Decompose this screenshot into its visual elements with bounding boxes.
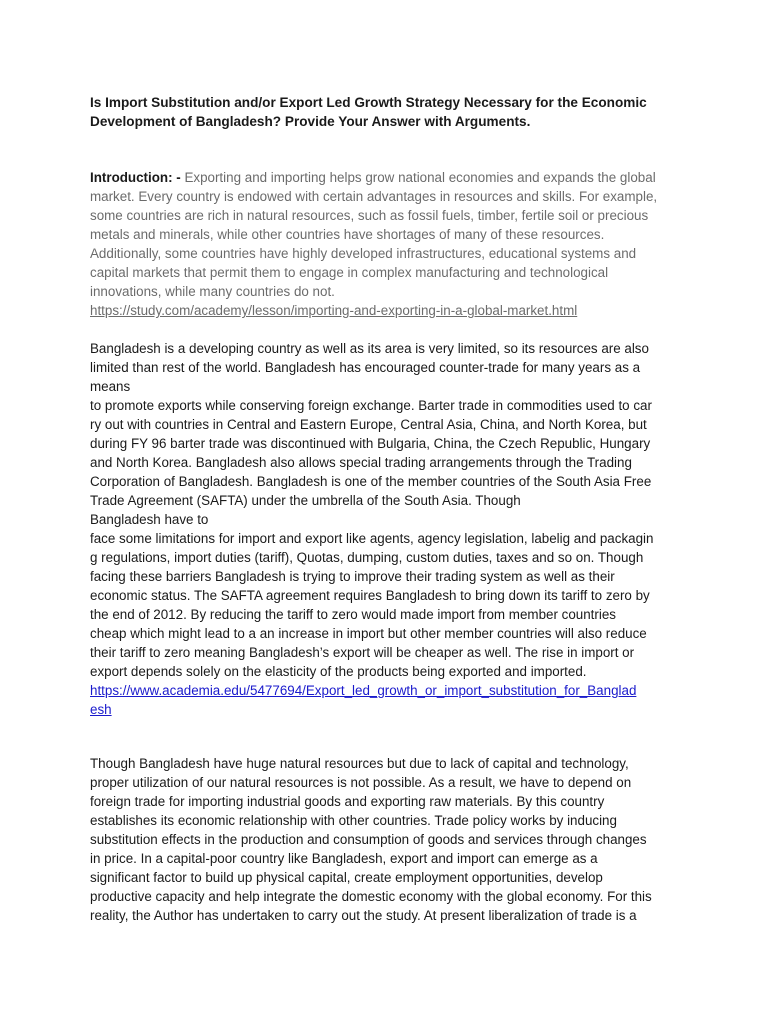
- intro-line: capital markets that permit them to engage in complex manufacturing and technological: [90, 265, 609, 280]
- paragraph-line: establishes its economic relationship with other countries. Trade policy works by inducing: [90, 813, 617, 828]
- paragraph-line: significant factor to build up physical capital, create employment opportunities, develop: [90, 870, 603, 885]
- paragraph-line: proper utilization of our natural resources is not possible. As a result, we have to depend on: [90, 775, 632, 790]
- paragraph-line: to promote exports while conserving foreign exchange. Barter trade in commodities used to car: [90, 398, 652, 413]
- academia-link[interactable]: https://www.academia.edu/5477694/Export_led_growth_or_import_substitution_for_Banglad: [90, 683, 637, 698]
- paragraph-line: ry out with countries in Central and Eastern Europe, Central Asia, China, and North Korea, but: [90, 417, 647, 432]
- paragraph-line: productive capacity and help integrate the domestic economy with the global economy. For this: [90, 889, 652, 904]
- paragraph-line: substitution effects in the production and consumption of goods and services through changes: [90, 832, 647, 847]
- paragraph-line: export depends solely on the elasticity of the products being exported and imported.: [90, 664, 587, 679]
- intro-text: Exporting and importing helps grow national economies and expands the global: [180, 170, 656, 185]
- paragraph-line: limited than rest of the world. Bangladesh has encouraged counter-trade for many years as a: [90, 360, 641, 375]
- resources-paragraph: [90, 754, 680, 925]
- paragraph-line: face some limitations for import and export like agents, agency legislation, labelig and packagin: [90, 531, 654, 546]
- paragraph-line: foreign trade for importing industrial goods and exporting raw materials. By this country: [90, 794, 605, 809]
- intro-line: innovations, while many countries do not.: [90, 284, 335, 299]
- bangladesh-trade-paragraph: [90, 339, 680, 719]
- title-line: Is Import Substitution and/or Export Led Growth Strategy Necessary for the Economic: [90, 95, 647, 110]
- intro-first-line: [90, 168, 680, 187]
- paragraph-line: and North Korea. Bangladesh also allows special trading arrangements through the Trading: [90, 455, 632, 470]
- paragraph-line: the end of 2012. By reducing the tariff to zero would made import from member countries: [90, 607, 616, 622]
- paragraph-line: Bangladesh is a developing country as well as its area is very limited, so its resources are also: [90, 341, 649, 356]
- intro-line: some countries are rich in natural resources, such as fossil fuels, timber, fertile soil or precious: [90, 208, 649, 223]
- paragraph-line: Trade Agreement (SAFTA) under the umbrella of the South Asia. Though: [90, 493, 521, 508]
- paragraph-line: during FY 96 barter trade was discontinued with Bulgaria, China, the Czech Republic, Hungary: [90, 436, 651, 451]
- paragraph-line: Though Bangladesh have huge natural resources but due to lack of capital and technology,: [90, 756, 629, 771]
- document-title: [90, 93, 680, 131]
- paragraph-line: Corporation of Bangladesh. Bangladesh is one of the member countries of the South Asia Free: [90, 474, 652, 489]
- paragraph-line: facing these barriers Bangladesh is trying to improve their trading system as well as their: [90, 569, 615, 584]
- introduction-paragraph: [90, 168, 680, 320]
- paragraph-line: cheap which might lead to a an increase in import but other member countries will also reduce: [90, 626, 647, 641]
- paragraph-line: economic status. The SAFTA agreement requires Bangladesh to bring down its tariff to zero by: [90, 588, 650, 603]
- paragraph-line: in price. In a capital-poor country like Bangladesh, export and import can emerge as a: [90, 851, 598, 866]
- title-line: Development of Bangladesh? Provide Your Answer with Arguments.: [90, 114, 531, 129]
- study-com-link[interactable]: https://study.com/academy/lesson/importing-and-exporting-in-a-global-market.html: [90, 303, 578, 318]
- paragraph-line: Bangladesh have to: [90, 512, 209, 527]
- intro-line: Additionally, some countries have highly developed infrastructures, educational systems and: [90, 246, 637, 261]
- intro-label: Introduction: -: [90, 170, 181, 185]
- intro-line: market. Every country is endowed with certain advantages in resources and skills. For example,: [90, 189, 658, 204]
- paragraph-line: means: [90, 379, 131, 394]
- paragraph-line: their tariff to zero meaning Bangladesh’s export will be cheaper as well. The rise in import or: [90, 645, 635, 660]
- academia-link-continued[interactable]: esh: [90, 702, 112, 717]
- paragraph-line: reality, the Author has undertaken to carry out the study. At present liberalization of trade is a: [90, 908, 637, 923]
- intro-line: metals and minerals, while other countries have shortages of many of these resources.: [90, 227, 605, 242]
- paragraph-line: g regulations, import duties (tariff), Quotas, dumping, custom duties, taxes and so on. Though: [90, 550, 644, 565]
